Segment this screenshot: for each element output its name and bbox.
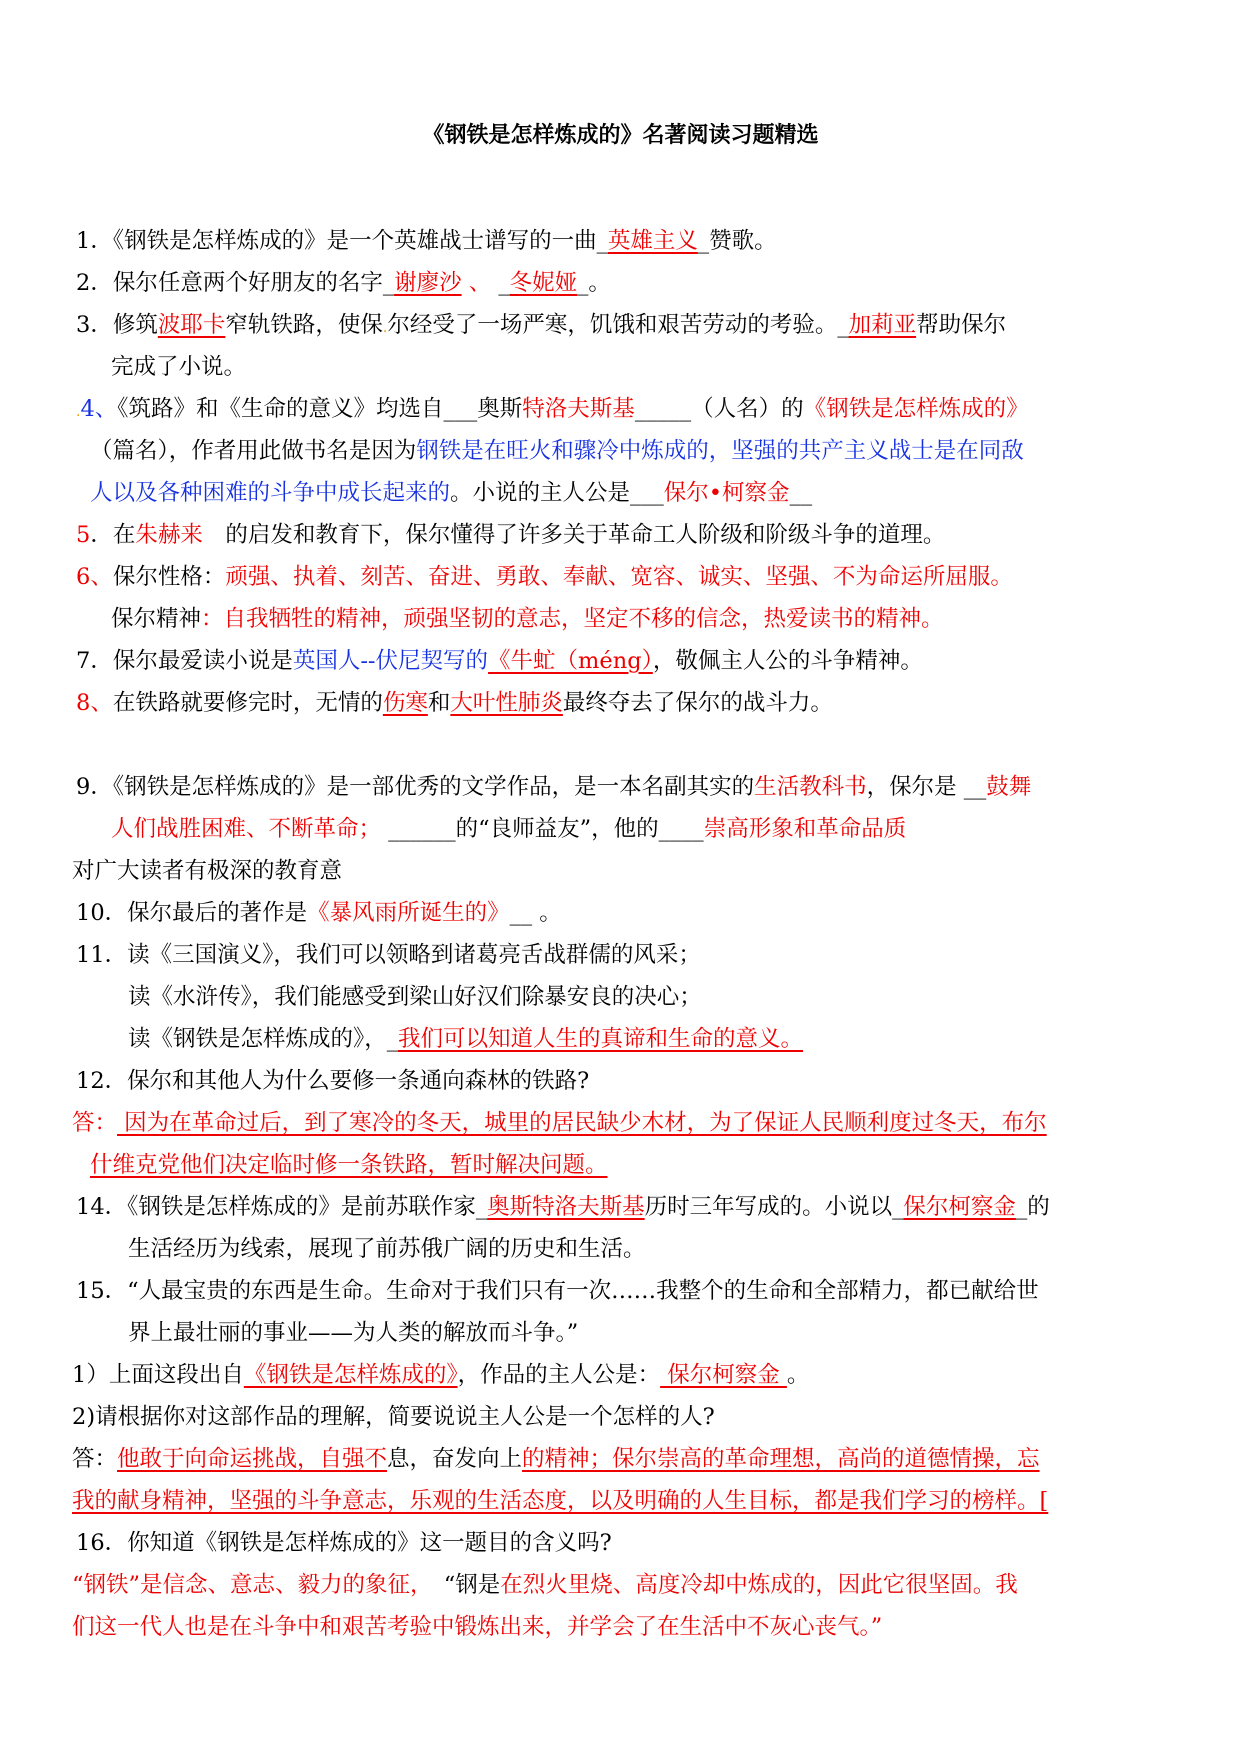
answer: 我的献身精神，坚强的斗争意志，乐观的生活态度，以及明确的人生目标，都是我们学习的榜样。[ [72,1488,1049,1514]
question-9: 9．《钢铁是怎样炼成的》是一部优秀的文学作品，是一本名副其实的生活教科书，保尔是 __鼓舞 [76,774,1032,800]
question-9-cont: 对广大读者有极深的教育意 [72,858,343,884]
question-number: 8、 [76,690,113,716]
question-15-cont: 界上最壮丽的事业——为人类的解放而斗争。” [128,1320,579,1346]
question-text: 10．保尔最后的著作是 [76,900,308,926]
answer: 《暴风雨所诞生的》 [307,900,510,926]
answer: 保尔•柯察金 [663,480,790,506]
question-11-cont: 读《水浒传》，我们能感受到梁山好汉们除暴安良的决心； [128,984,702,1010]
question-9-cont: 人们战胜困难、不断革命； ______的“良师益友”，他的____崇高形象和革命品质 [111,816,907,842]
answer: 保尔柯察金 [660,1362,787,1388]
question-16: 16．你知道《钢铁是怎样炼成的》这一题目的含义吗? [76,1530,612,1556]
answer: 崇高形象和革命品质 [703,816,907,842]
question-text: 3．修筑 [76,312,158,338]
question-number: 5 [76,522,91,548]
answer: ：自我牺牲的精神，顽强坚韧的意志，坚定不移的信念，热爱读书的精神。 [201,606,944,632]
question-15-answer: 答：他敢于向命运挑战，自强不息，奋发向上的精神；保尔崇高的革命理想，高尚的道德情操，忘 [72,1446,1040,1472]
answer: 《牛虻（méng） [488,648,653,674]
question-16-answer-cont [72,1606,1166,1648]
answer: 在烈火里烧、高度冷却中炼成的，因此它很坚固。我 [500,1572,1018,1598]
answer: 加莉亚 [848,312,917,338]
question-text: 1．《钢铁是怎样炼成的》是一个英雄战士谱写的一曲 [76,228,597,254]
spacer [76,724,1166,766]
answer: 我们可以知道人生的真谛和生命的意义。 [398,1026,804,1052]
answer: 《钢铁是怎样炼成的》 [803,396,1029,422]
answer: “钢铁”是信念、意志、毅力的象征， [72,1572,422,1598]
question-7: 7．保尔最爱读小说是英国人--伏尼契写的《牛虻（méng），敬佩主人公的斗争精神。 [76,648,923,674]
question-text: 7．保尔最爱读小说是 [76,648,293,674]
question-10: 10．保尔最后的著作是《暴风雨所诞生的》__ 。 [76,900,562,926]
answer: 什维克党他们决定临时修一条铁路，暂时解决问题。 [90,1152,608,1178]
answer: 保尔柯察金 [903,1194,1016,1220]
answer: 们这一代人也是在斗争中和艰苦考验中锻炼出来，并学会了在生活中不灰心丧气。” [72,1614,883,1640]
question-4-cont: 人以及各种困难的斗争中成长起来的。小说的主人公是___保尔•柯察金__ [90,480,813,506]
answer: 朱赫来 [135,522,203,548]
question-text: 9．《钢铁是怎样炼成的》是一部优秀的文学作品，是一本名副其实的 [76,774,755,800]
answer-label: 答： [72,1110,118,1136]
question-4: .4、《筑路》和《生命的意义》均选自___奥斯特洛夫斯基_____（人名）的《钢铁是怎样炼成的》 [76,396,1029,422]
question-11-cont: 读《钢铁是怎样炼成的》，_我们可以知道人生的真谛和生命的意义。 [128,1026,804,1052]
question-1: 1．《钢铁是怎样炼成的》是一个英雄战士谱写的一曲_英雄主义_赞歌。 [76,228,777,254]
answer: 顽强、执着、刻苦、奋进、勇敢、奉献、宽容、诚实、坚强、不为命运所屈服。 [225,564,1013,590]
answer: 谢廖沙 [394,270,462,296]
question-15-sub2: 2)请根据你对这部作品的理解，简要说说主人公是一个怎样的人? [72,1404,715,1430]
question-12-answer-cont [76,1144,1166,1186]
answer: 特洛夫斯基 [522,396,635,422]
question-8: 8、在铁路就要修完时，无情的伤寒和大叶性肺炎最终夺去了保尔的战斗力。 [76,690,833,716]
question-14: 14．《钢铁是怎样炼成的》是前苏联作家_奥斯特洛夫斯基历时三年写成的。小说以_保尔柯察金_的 [76,1194,1050,1220]
question-15: 15．“人最宝贵的东西是生命。生命对于我们只有一次……我整个的生命和全部精力，都已献给世 [76,1278,1039,1304]
question-15-answer-cont [72,1480,1166,1522]
answer-label: 答： [72,1446,118,1472]
question-3-cont: 完成了小说。 [111,354,247,380]
answer: 生活教科书 [754,774,867,800]
answer: 奥斯特洛夫斯基 [487,1194,645,1220]
answer: 波耶卡 [157,312,226,338]
question-12: 12．保尔和其他人为什么要修一条通向森林的铁路? [76,1068,590,1094]
page-title: 《钢铁是怎样炼成的》名著阅读习题精选 [422,123,819,148]
answer: 英国人--伏尼契写的 [292,648,489,674]
question-5: 5．在朱赫来 的启发和教育下，保尔懂得了许多关于革命工人阶级和阶级斗争的道理。 [76,522,946,548]
question-6-cont: 保尔精神：自我牺牲的精神，顽强坚韧的意志，坚定不移的信念，热爱读书的精神。 [111,606,944,632]
question-14-cont: 生活经历为线索，展现了前苏俄广阔的历史和生活。 [128,1236,646,1262]
answer: 伤寒 [382,690,428,716]
question-2: 2．保尔任意两个好朋友的名字_谢廖沙 、 _冬妮娅_。 [76,270,611,296]
answer: 大叶性肺炎 [450,690,563,716]
question-3: 3．修筑波耶卡窄轨铁路，使保.尔经受了一场严寒，饥饿和艰苦劳动的考验。_加莉亚帮助保尔 [76,312,1007,338]
question-16-answer: “钢铁”是信念、意志、毅力的象征， “钢是在烈火里烧、高度冷却中炼成的，因此它很坚固。我 [72,1572,1018,1598]
question-11: 11．读《三国演义》，我们可以领略到诸葛亮舌战群儒的风采； [76,942,701,968]
dot-mark: . [76,404,81,420]
question-number: 6、 [76,564,113,590]
question-6: 6、保尔性格：顽强、执着、刻苦、奋进、勇敢、奉献、宽容、诚实、坚强、不为命运所屈服。 [76,564,1013,590]
answer: 《钢铁是怎样炼成的》 [243,1362,458,1388]
question-4-cont: （篇名），作者用此做书名是因为钢铁是在旺火和骤冷中炼成的，坚强的共产主义战士是在同敌 [90,438,1024,464]
question-15-sub1: 1）上面这段出自《钢铁是怎样炼成的》，作品的主人公是： 保尔柯察金 。 [72,1362,810,1388]
answer: 冬妮娅 [509,270,578,296]
exercise-list [72,220,1166,1648]
dot-mark: . [382,320,388,336]
answer: 钢铁是在旺火和骤冷中炼成的，坚强的共产主义战士是在同敌 [416,438,1024,464]
answer: 鼓舞 [986,774,1032,800]
question-12-answer [72,1102,1166,1144]
answer: 的精神；保尔崇高的革命理想，高尚的道德情操，忘 [522,1446,1040,1472]
answer: 人以及各种困难的斗争中成长起来的 [90,480,451,506]
question-text: 2．保尔任意两个好朋友的名字 [76,270,383,296]
answer: 他敢于向命运挑战，自强不 [117,1446,388,1472]
answer: 英雄主义 [607,228,698,254]
question-number: 4、 [80,396,118,422]
question-text: 14．《钢铁是怎样炼成的》是前苏联作家 [76,1194,476,1220]
answer: 因为在革命过后，到了寒冷的冬天，城里的居民缺少木材，为了保证人民顺利度过冬天，布尔 [117,1110,1047,1136]
answer: 人们战胜困难、不断革命； [111,816,382,842]
